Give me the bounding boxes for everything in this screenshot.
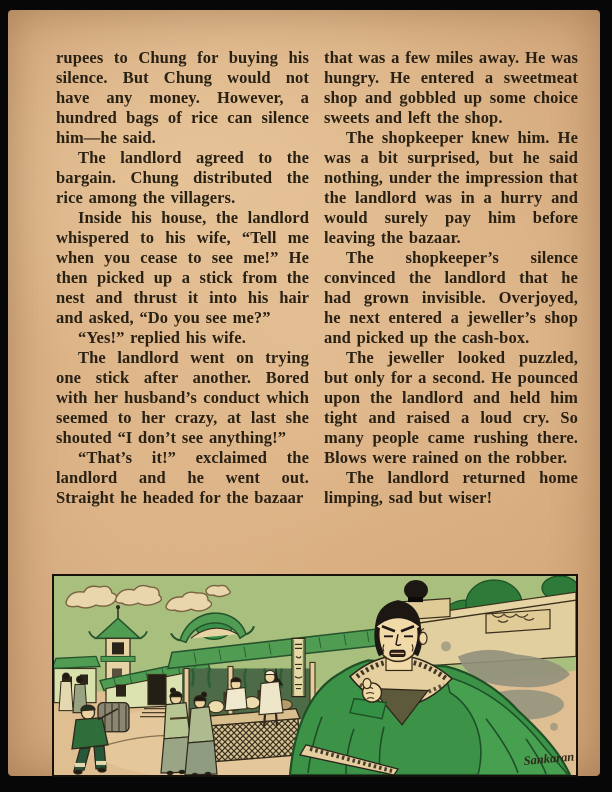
story-paragraph: “Yes!” replied his wife.: [78, 328, 246, 347]
thumb: [363, 679, 371, 689]
artist-signature: Sankaran: [523, 749, 575, 768]
story-paragraph: rupees to Chung for buying his silence. But Chung would not have any money. However, a hundred bags of rice can silence him—he said.: [56, 48, 309, 147]
story-paragraph: that was a few miles away. He was hungry. He entered a sweetmeat shop and gobbled up some choice sweets and left the shop.: [324, 48, 578, 127]
book-page: [8, 10, 600, 776]
story-paragraph: The shopkeeper’s silence convinced the landlord that he had grown invisible. Overjoyed, he next entered a jeweller’s shop and picked up the cash-box.: [324, 248, 578, 347]
story-paragraph: The shopkeeper knew him. He was a bit surprised, but he said nothing, under the impression that the landlord was in a hurry and would surely pay him before leaving the bazaar.: [324, 128, 578, 247]
right-column: [324, 48, 578, 508]
story-paragraph: The landlord went on trying one stick after another. Bored with her husband’s conduct which seemed to her crazy, at last she shouted “I don’t see anything!”: [56, 348, 309, 447]
ear: [419, 632, 427, 644]
story-paragraph: “That’s it!” exclaimed the landlord and he went out. Straight he headed for the bazaar: [56, 448, 309, 507]
left-column: [56, 48, 309, 508]
story-paragraph: The landlord agreed to the bargain. Chung distributed the rice among the villagers.: [56, 148, 309, 207]
story-paragraph: The landlord returned home limping, sad but wiser!: [324, 468, 578, 507]
bazaar-scene: [54, 576, 576, 775]
story-paragraph: Inside his house, the landlord whispered to his wife, “Tell me when you cease to see me!” He then picked up a stick from the nest and thrust it into his hair and asked, “Do you see me?”: [56, 208, 309, 327]
shop-sign-banner: [292, 638, 305, 696]
story-paragraph: The jeweller looked puzzled, but only for a second. He pounced upon the landlord and held him tight and raised a loud cry. So many people came rushing there. Blows were rained on the robber.: [324, 348, 578, 467]
story-illustration: [52, 574, 578, 777]
